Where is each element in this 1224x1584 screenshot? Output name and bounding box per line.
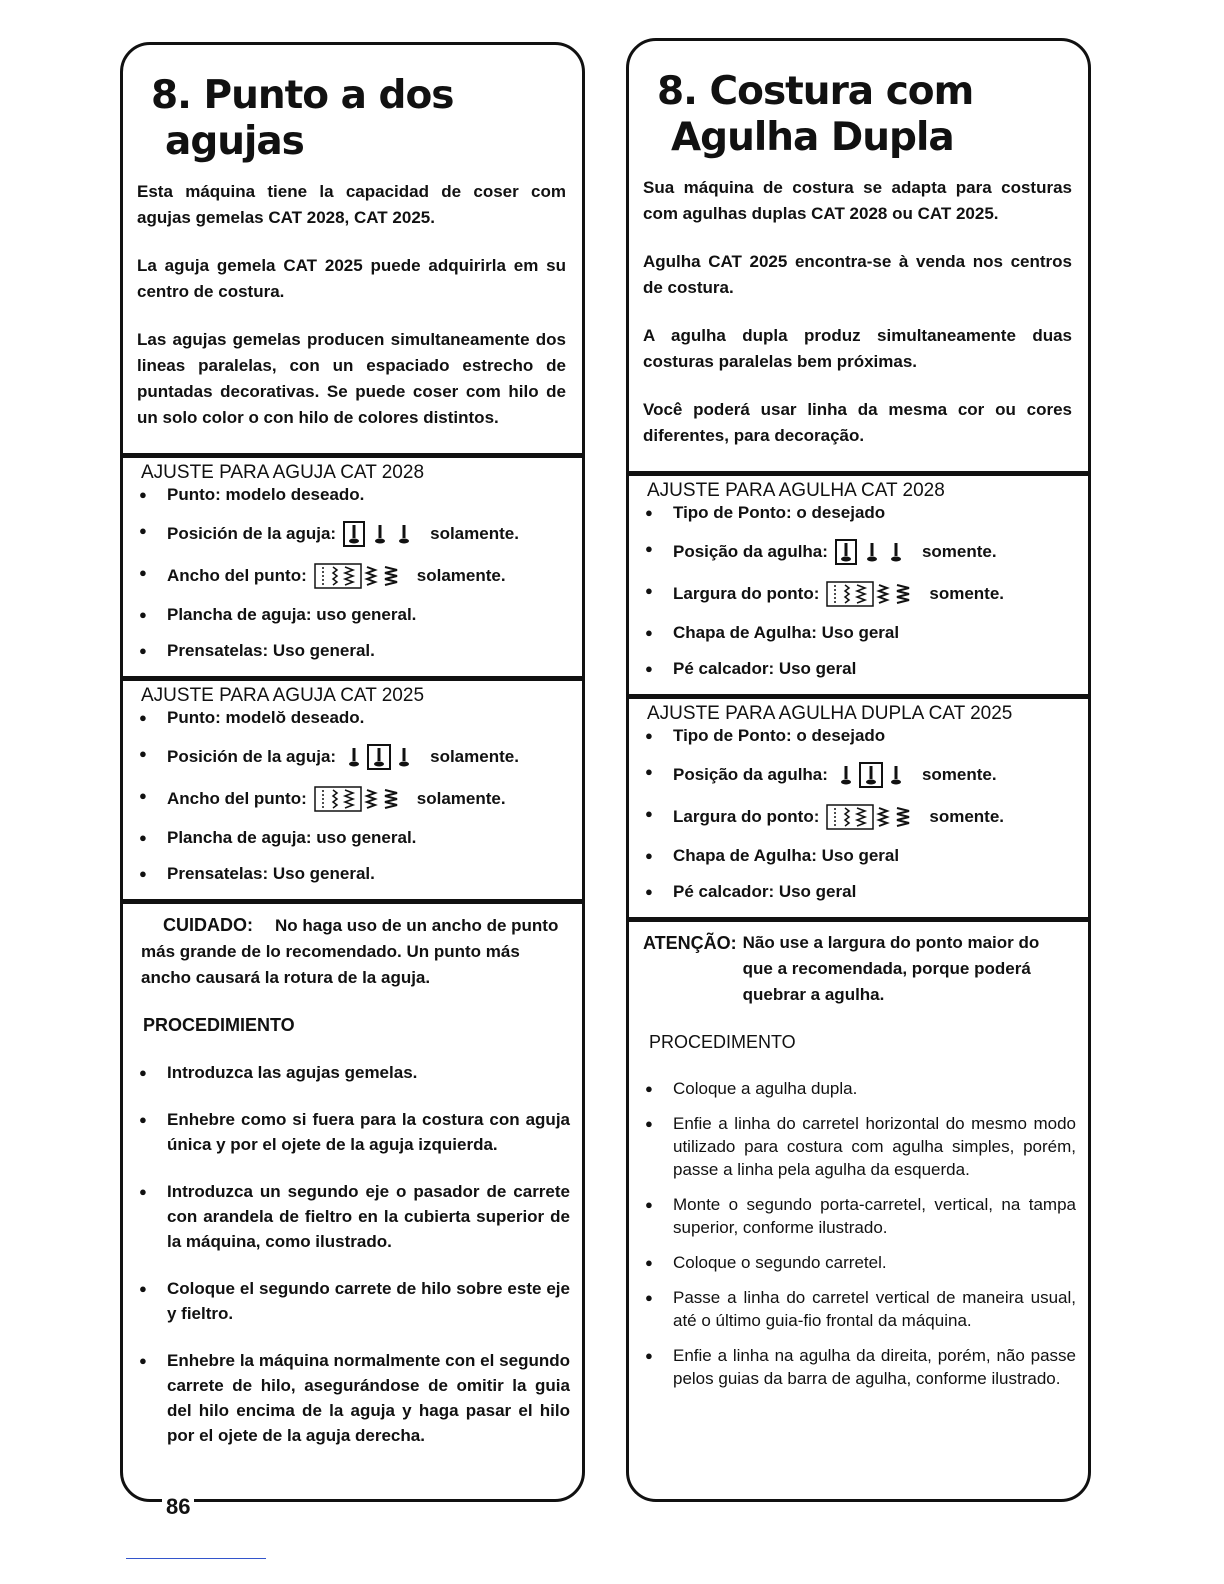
page-number: 86	[162, 1494, 194, 1520]
procedure-step: ● Enfie a linha na agulha da direita, porém, não passe pelos guias da barra de agulha, conforme ilustrado.	[643, 1344, 1076, 1390]
setting-label: ● Largura do ponto:	[673, 807, 820, 826]
setting-stitch-width	[137, 562, 570, 590]
setting-stitch-width	[643, 803, 1076, 831]
needle-position-left-icon	[834, 538, 908, 566]
stitch-width-icon	[825, 803, 915, 831]
divider	[123, 453, 582, 458]
divider	[629, 471, 1088, 476]
title-line-2: Agulha Dupla	[671, 115, 954, 160]
setting-presser-foot: ● Prensatelas: Uso general.	[137, 640, 570, 662]
setting-needle-position	[137, 520, 570, 548]
needle-position-left-icon	[342, 520, 416, 548]
procedure-step: ● Passe a linha do carretel vertical de maneira usual, até o último guia-fio frontal da máquina.	[643, 1286, 1076, 1332]
setting-suffix: somente.	[929, 584, 1005, 603]
section-title-cat2028: AJUSTE PARA AGULHA CAT 2028	[647, 480, 945, 501]
setting-stitch: ● Tipo de Ponto: o desejado	[643, 502, 1076, 524]
page-title-pt	[657, 69, 1076, 161]
title-line-2: agujas	[165, 119, 304, 164]
setting-suffix: solamente.	[416, 566, 506, 585]
setting-label: ● Ancho del punto:	[167, 789, 307, 808]
procedure-step: ● Coloque el segundo carrete de hilo sobre este eje y fieltro.	[137, 1276, 570, 1326]
setting-stitch: ● Punto: modelo deseado.	[137, 484, 570, 506]
setting-stitch: ● Punto: modelŏ deseado.	[137, 707, 570, 729]
intro-paragraph: Sua máquina de costura se adapta para costuras com agulhas duplas CAT 2028 ou CAT 2025.	[643, 178, 1072, 223]
warning-label: ATENÇÃO:	[643, 933, 737, 953]
warning-note	[643, 930, 1072, 1008]
setting-suffix: somente.	[921, 765, 997, 784]
intro-paragraph: La aguja gemela CAT 2025 puede adquirirla em su centro de costura.	[137, 256, 566, 301]
setting-suffix: solamente.	[430, 524, 519, 543]
stitch-width-icon	[825, 580, 915, 608]
footer-rule	[126, 1558, 266, 1559]
setting-label: ● Posição da agulha:	[673, 765, 828, 784]
intro-paragraph: Las agujas gemelas producen simultaneamente dos lineas paralelas, con un espaciado estrecho de puntadas decorativas. Se puede coser com hilo de un solo color o con hilo de colores distintos.	[137, 330, 566, 427]
setting-label: ● Largura do ponto:	[673, 584, 820, 603]
warning-text: Não use a largura do ponto maior do que a recomendada, porque poderá quebrar a agulha.	[742, 933, 1040, 1004]
setting-label: ● Posição da agulha:	[673, 542, 828, 561]
stitch-width-icon	[313, 562, 403, 590]
procedure-heading: PROCEDIMENTO	[649, 1032, 796, 1052]
settings-list-cat2028	[137, 484, 570, 662]
setting-needle-plate: ● Plancha de aguja: uso general.	[137, 604, 570, 626]
setting-stitch-width	[137, 785, 570, 813]
setting-suffix: solamente.	[430, 747, 519, 766]
setting-suffix: somente.	[929, 807, 1005, 826]
spanish-column	[120, 42, 585, 1502]
setting-stitch: ● Tipo de Ponto: o desejado	[643, 725, 1076, 747]
section-title-cat2028: AJUSTE PARA AGUJA CAT 2028	[141, 462, 425, 483]
procedure-step: ● Enhebre la máquina normalmente con el segundo carrete de hilo, asegurándose de omitir la guia del hilo encima de la aguja y haga pasar el hilo por el ojete de la aguja derecha.	[137, 1348, 570, 1448]
warning-text: No haga uso de un ancho de punto más grande de lo recomendado. Un punto más ancho causará la rotura de la aguja.	[141, 916, 559, 987]
warning-note	[141, 912, 566, 991]
intro-paragraph: Você poderá usar linha da mesma cor ou cores diferentes, para decoração.	[643, 400, 1072, 445]
divider	[629, 917, 1088, 922]
section-title-cat2025: AJUSTE PARA AGUJA CAT 2025	[141, 685, 425, 706]
setting-needle-plate: ● Chapa de Agulha: Uso geral	[643, 622, 1076, 644]
setting-label: ● Ancho del punto:	[167, 566, 307, 585]
needle-position-center-icon	[342, 743, 416, 771]
procedure-step: ● Monte o segundo porta-carretel, vertical, na tampa superior, conforme ilustrado.	[643, 1193, 1076, 1239]
procedure-step: ● Enfie a linha do carretel horizontal do mesmo modo utilizado para costura com agulha simples, porém, passe a linha pela agulha da esquerda.	[643, 1112, 1076, 1181]
setting-label: ● Posición de la aguja:	[167, 747, 337, 766]
setting-presser-foot: ● Pé calcador: Uso geral	[643, 658, 1076, 680]
intro-paragraph: Agulha CAT 2025 encontra-se à venda nos centros de costura.	[643, 252, 1072, 297]
setting-suffix: solamente.	[416, 789, 506, 808]
procedure-step: ● Introduzca un segundo eje o pasador de carrete con arandela de fieltro en la cubierta superior de la máquina, como ilustrado.	[137, 1179, 570, 1254]
setting-label: ● Posición de la aguja:	[167, 524, 337, 543]
setting-needle-position	[643, 538, 1076, 566]
procedure-step: ● Introduzca las agujas gemelas.	[137, 1060, 570, 1085]
section-title-cat2025: AJUSTE PARA AGULHA DUPLA CAT 2025	[647, 703, 1013, 724]
procedure-step: ● Coloque o segundo carretel.	[643, 1251, 1076, 1274]
procedure-list	[643, 1077, 1076, 1390]
divider	[629, 694, 1088, 699]
page-title-es	[151, 73, 570, 165]
portuguese-column	[626, 38, 1091, 1502]
setting-needle-plate: ● Plancha de aguja: uso general.	[137, 827, 570, 849]
procedure-list	[137, 1060, 570, 1448]
stitch-width-icon	[313, 785, 403, 813]
intro-paragraph: Esta máquina tiene la capacidad de coser com agujas gemelas CAT 2028, CAT 2025.	[137, 182, 566, 227]
setting-needle-position	[643, 761, 1076, 789]
divider	[123, 899, 582, 904]
setting-suffix: somente.	[921, 542, 997, 561]
divider	[123, 676, 582, 681]
title-line-1: 8. Punto a dos	[151, 73, 454, 118]
procedure-step: ● Coloque a agulha dupla.	[643, 1077, 1076, 1100]
setting-presser-foot: ● Prensatelas: Uso general.	[137, 863, 570, 885]
setting-needle-plate: ● Chapa de Agulha: Uso geral	[643, 845, 1076, 867]
setting-stitch-width	[643, 580, 1076, 608]
procedure-step: ● Enhebre como si fuera para la costura con aguja única y por el ojete de la aguja izquierda.	[137, 1107, 570, 1157]
warning-label: CUIDADO:	[163, 915, 253, 935]
settings-list-cat2028	[643, 502, 1076, 680]
procedure-heading: PROCEDIMIENTO	[143, 1015, 295, 1035]
settings-list-cat2025	[643, 725, 1076, 903]
needle-position-center-icon	[834, 761, 908, 789]
title-line-1: 8. Costura com	[657, 69, 974, 114]
setting-needle-position	[137, 743, 570, 771]
setting-presser-foot: ● Pé calcador: Uso geral	[643, 881, 1076, 903]
intro-paragraph: A agulha dupla produz simultaneamente duas costuras paralelas bem próximas.	[643, 326, 1072, 371]
settings-list-cat2025	[137, 707, 570, 885]
